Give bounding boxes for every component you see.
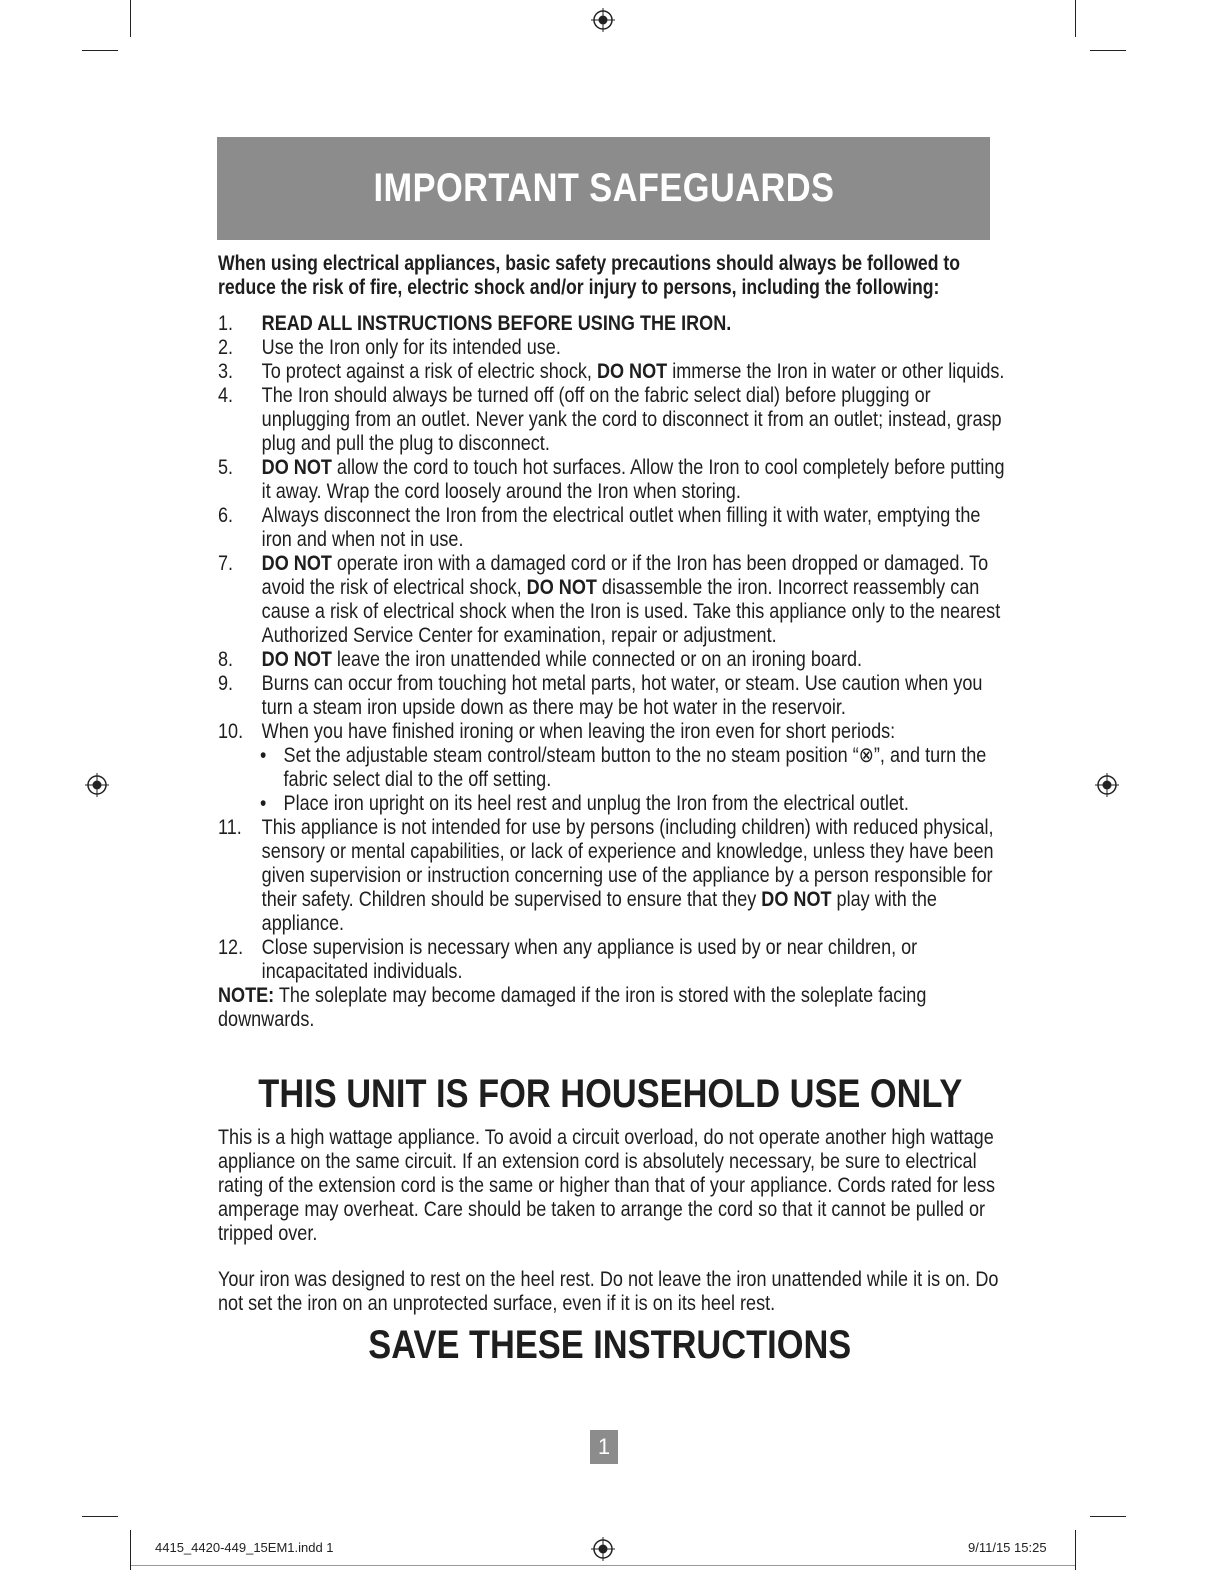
slug-rule [131, 1565, 1075, 1566]
list-item [218, 503, 1008, 551]
crop-mark [130, 1530, 131, 1570]
crop-mark [130, 0, 131, 37]
safeguard-list [218, 311, 1008, 983]
sub-list-item [218, 791, 1008, 815]
title-banner [217, 137, 990, 240]
body-text: Close supervision is necessary when any appliance is used by or near children, or incapacitated individuals. [261, 935, 918, 983]
list-item-number: 2. [218, 335, 234, 359]
body-text: play with the appliance. [261, 887, 937, 935]
list-item [218, 671, 1008, 719]
list-item-text [262, 815, 1008, 935]
household-heading-text: THIS UNIT IS FOR HOUSEHOLD USE ONLY [258, 1072, 962, 1116]
crop-mark [1090, 50, 1126, 51]
sub-list-item [218, 743, 1008, 791]
crop-mark [1075, 0, 1076, 37]
body-text: Use the Iron only for its intended use. [261, 335, 561, 359]
list-item-text [262, 647, 1008, 671]
emphasis-text: DO NOT [761, 887, 832, 911]
list-item [218, 551, 1008, 647]
list-item [218, 311, 1008, 335]
body-text: To protect against a risk of electric shock, [261, 359, 597, 383]
slug-filename: 4415_4420-449_15EM1.indd 1 [155, 1540, 334, 1555]
list-item-text [262, 455, 1008, 503]
emphasis-text: DO NOT [261, 455, 332, 479]
list-item [218, 935, 1008, 983]
bullet-icon: • [260, 791, 267, 815]
body-text: operate iron with a damaged cord or if the Iron has been dropped or damaged. To avoid the risk of electrical shock, [261, 551, 989, 599]
list-item-number: 6. [218, 503, 234, 527]
save-heading-text: SAVE THESE INSTRUCTIONS [368, 1323, 852, 1367]
list-item-number: 4. [218, 383, 234, 407]
body-text: disassemble the iron. Incorrect reassembly can cause a risk of electrical shock when the Iron is used. Take this appliance only to the nearest Authorized Service Center for examination, repair or adjustment. [261, 575, 1001, 647]
sub-list-item-text: Place iron upright on its heel rest and unplug the Iron from the electrical outlet. [283, 791, 909, 815]
registration-mark-icon [591, 1537, 615, 1561]
safeguards-section [218, 252, 1008, 1031]
crop-mark [82, 1516, 118, 1517]
registration-mark-icon [1095, 773, 1119, 797]
list-item-number: 12. [218, 935, 244, 959]
list-item-text [262, 719, 1008, 743]
list-item-text [262, 671, 1008, 719]
list-item [218, 719, 1008, 743]
body-text: This appliance is not intended for use by persons (including children) with reduced physical, sensory or mental capabilities, or lack of experience and knowledge, unless they have been given supervision or instruction concerning use of the appliance by a person responsible for their safety. Children should be supervised to ensure that they [261, 815, 994, 911]
emphasis-text: DO NOT [596, 359, 668, 383]
household-paragraph-1: This is a high wattage appliance. To avoid a circuit overload, do not operate another high wattage appliance on the same circuit. If an extension cord is absolutely necessary, be sure to electrical rating of the extension cord is the same or higher than that of your appliance. Cords rated for less amperage may overheat. Care should be taken to arrange the cord so that it cannot be pulled or tripped over. [218, 1125, 996, 1245]
sub-list-item-text: Set the adjustable steam control/steam button to the no steam position “⊗”, and turn the fabric select dial to the off setting. [283, 743, 987, 791]
crop-mark [82, 50, 118, 51]
body-text: immerse the Iron in water or other liquids. [667, 359, 1005, 383]
note-label: NOTE: [218, 983, 275, 1007]
registration-mark-icon [85, 773, 109, 797]
body-text: allow the cord to touch hot surfaces. Allow the Iron to cool completely before putting it away. Wrap the cord loosely around the Iron when storing. [261, 455, 1005, 503]
note-text: The soleplate may become damaged if the iron is stored with the soleplate facing downwards. [218, 983, 927, 1031]
intro-text: When using electrical appliances, basic safety precautions should always be followed to reduce the risk of fire, electric shock and/or injury to persons, including the following: [218, 252, 961, 299]
slug-date: 9/11/15 15:25 [968, 1540, 1047, 1555]
list-item-number: 9. [218, 671, 234, 695]
save-heading [0, 1323, 1220, 1368]
household-paragraph-2: Your iron was designed to rest on the heel rest. Do not leave the iron unattended while it is on. Do not set the iron on an unprotected surface, even if it is on its heel rest. [218, 1267, 999, 1315]
list-item-text [262, 551, 1008, 647]
emphasis-text: DO NOT [526, 575, 597, 599]
list-item-number: 3. [218, 359, 234, 383]
emphasis-text: DO NOT [261, 551, 332, 575]
body-text: leave the iron unattended while connected or on an ironing board. [331, 647, 863, 671]
list-item-text [262, 503, 1008, 551]
body-text: Burns can occur from touching hot metal parts, hot water, or steam. Use caution when you turn a steam iron upside down as there may be hot water in the reservoir. [261, 671, 983, 719]
list-item-text [262, 935, 1008, 983]
registration-mark-icon [591, 8, 615, 32]
body-text: When you have finished ironing or when leaving the iron even for short periods: [261, 719, 896, 743]
list-item [218, 647, 1008, 671]
page-title: IMPORTANT SAFEGUARDS [373, 166, 834, 210]
list-item [218, 383, 1008, 455]
list-item-text [262, 311, 1008, 335]
list-item-text [262, 335, 1008, 359]
body-text: Always disconnect the Iron from the electrical outlet when filling it with water, emptying the iron and when not in use. [261, 503, 981, 551]
household-heading [0, 1072, 1220, 1117]
list-item [218, 455, 1008, 503]
page-number: 1 [590, 1430, 618, 1464]
emphasis-text: READ ALL INSTRUCTIONS BEFORE USING THE IRON. [261, 311, 732, 335]
list-item-number: 11. [218, 815, 242, 839]
emphasis-text: DO NOT [261, 647, 332, 671]
list-item-number: 5. [218, 455, 234, 479]
body-text: The Iron should always be turned off (off on the fabric select dial) before plugging or unplugging from an outlet. Never yank the cord to disconnect it from an outlet; instead, grasp plug and pull the plug to disconnect. [261, 383, 1002, 455]
list-item-number: 1. [218, 311, 234, 335]
crop-mark [1090, 1516, 1126, 1517]
list-item [218, 815, 1008, 935]
list-item-number: 10. [218, 719, 244, 743]
list-item-text [262, 359, 1008, 383]
crop-mark [1075, 1530, 1076, 1570]
list-item [218, 359, 1008, 383]
bullet-icon: • [260, 743, 267, 767]
list-item [218, 335, 1008, 359]
list-item-text [262, 383, 1008, 455]
list-item-number: 8. [218, 647, 234, 671]
list-item-number: 7. [218, 551, 234, 575]
note [218, 983, 1008, 1031]
